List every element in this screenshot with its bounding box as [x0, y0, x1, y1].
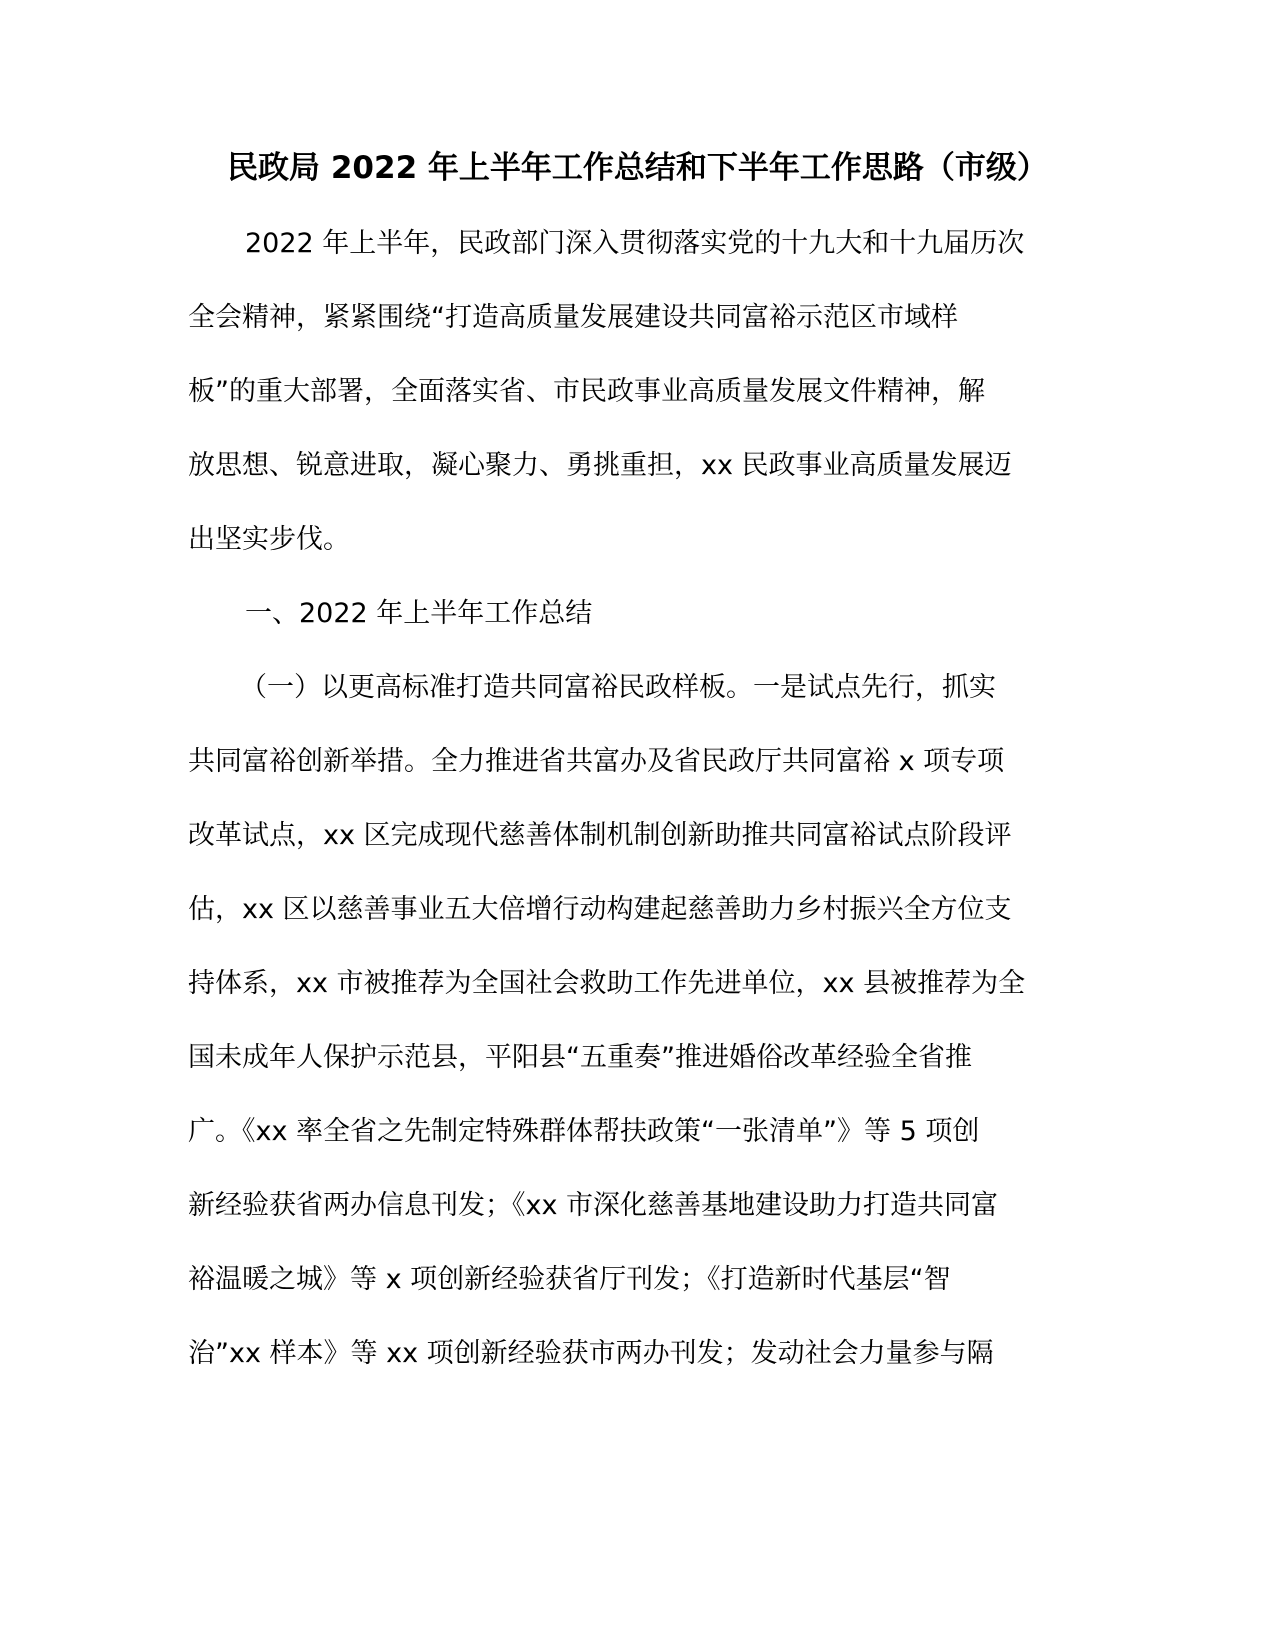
paragraph-line: 全会精神，紧紧围绕“打造高质量发展建设共同富裕示范区市域样 — [188, 302, 958, 333]
section-heading: 一、2022 年上半年工作总结 — [245, 598, 593, 629]
paragraph-line: 改革试点，xx 区完成现代慈善体制机制创新助推共同富裕试点阶段评 — [188, 820, 1012, 851]
paragraph-line: 持体系，xx 市被推荐为全国社会救助工作先进单位，xx 县被推荐为全 — [188, 968, 1026, 999]
paragraph-line: 放思想、锐意进取，凝心聚力、勇挑重担，xx 民政事业高质量发展迈 — [188, 450, 1012, 481]
paragraph-line: 国未成年人保护示范县，平阳县“五重奏”推进婚俗改革经验全省推 — [188, 1042, 972, 1073]
paragraph-line: 出坚实步伐。 — [188, 524, 350, 555]
paragraph-line: 板”的重大部署，全面落实省、市民政事业高质量发展文件精神，解 — [188, 376, 985, 407]
paragraph-line: 新经验获省两办信息刊发；《xx 市深化慈善基地建设助力打造共同富 — [188, 1190, 999, 1221]
paragraph-line: 2022 年上半年，民政部门深入贯彻落实党的十九大和十九届历次 — [245, 228, 1025, 259]
paragraph-line: 裕温暖之城》等 x 项创新经验获省厅刊发；《打造新时代基层“智 — [188, 1264, 951, 1295]
paragraph-line: 治”xx 样本》等 xx 项创新经验获市两办刊发；发动社会力量参与隔 — [188, 1338, 994, 1369]
paragraph-line: 共同富裕创新举措。全力推进省共富办及省民政厅共同富裕 x 项专项 — [188, 746, 1005, 777]
paragraph-line: 估，xx 区以慈善事业五大倍增行动构建起慈善助力乡村振兴全方位支 — [188, 894, 1012, 925]
paragraph-line: （一）以更高标准打造共同富裕民政样板。一是试点先行，抓实 — [240, 672, 996, 703]
paragraph-line: 广。《xx 率全省之先制定特殊群体帮扶政策“一张清单”》等 5 项创 — [188, 1116, 980, 1147]
document-title: 民政局 2022 年上半年工作总结和下半年工作思路（市级） — [227, 150, 1048, 186]
